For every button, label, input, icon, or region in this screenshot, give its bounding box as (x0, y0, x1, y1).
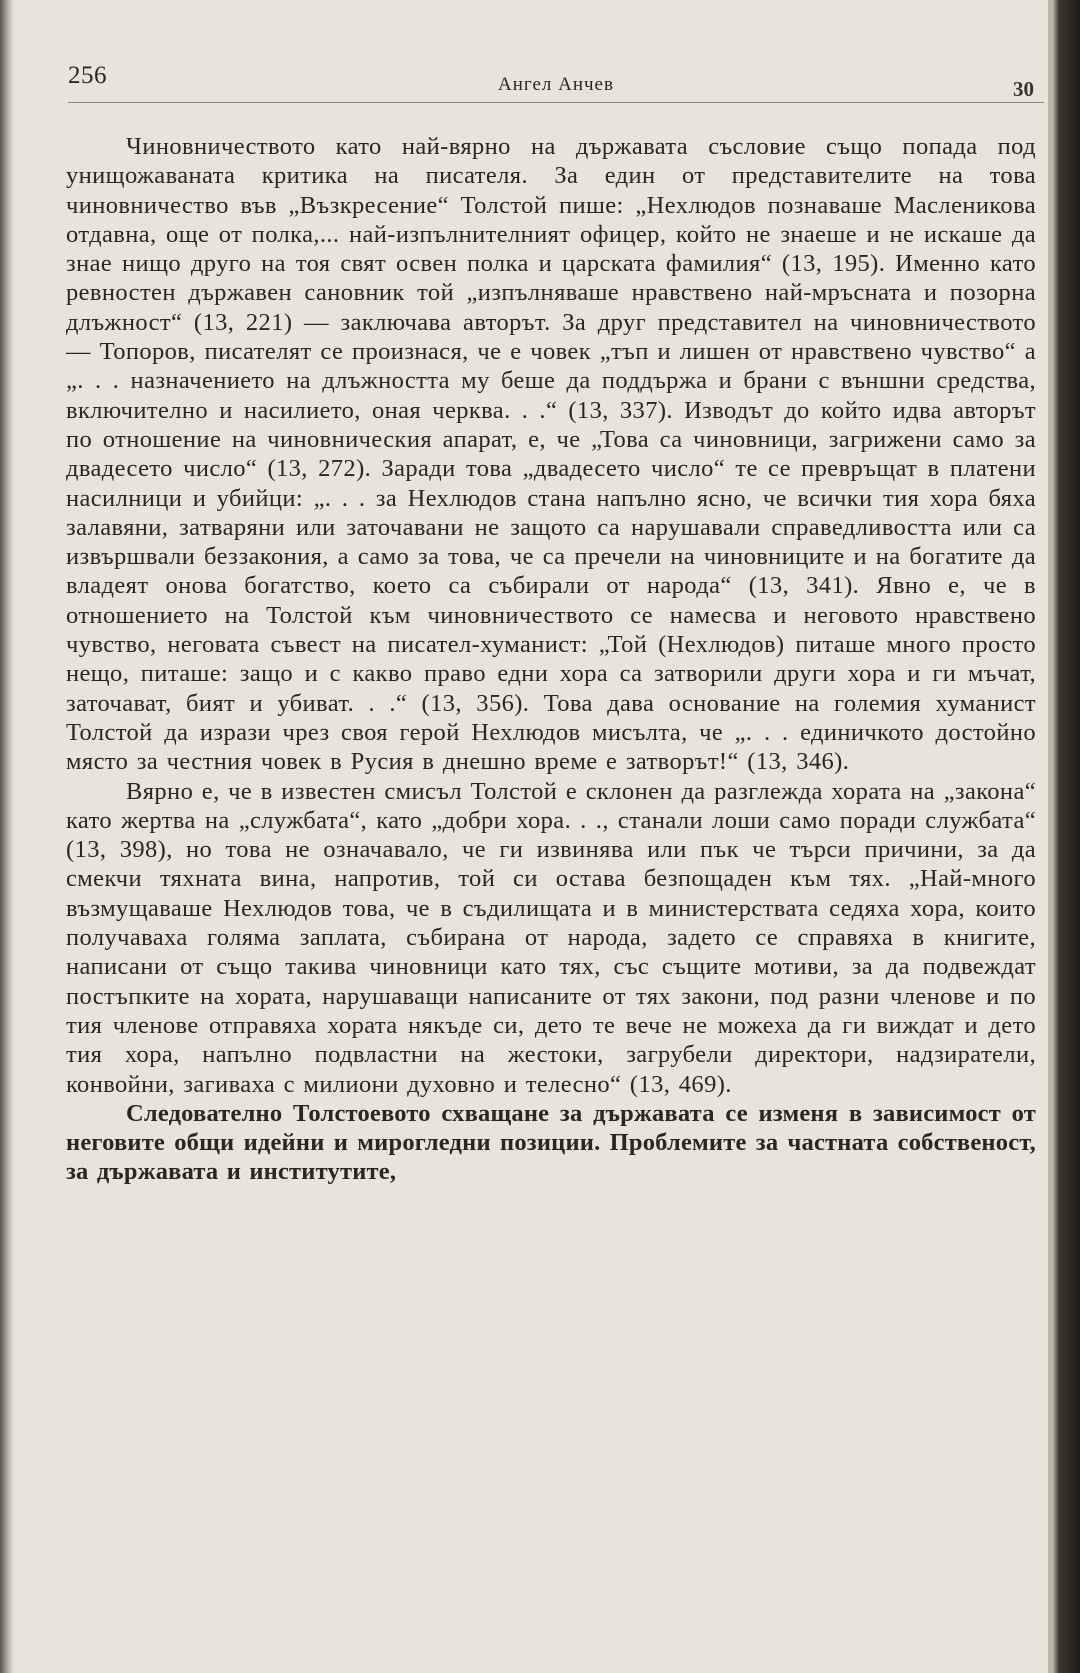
running-head: Ангел Анчев (498, 74, 614, 95)
header-rule (68, 102, 1044, 103)
paragraph-2: Вярно е, че в известен смисъл Толстой е склонен да разглежда хората на „закона“ като жертва на „службата“, като „добри хора. . ., станали лоши само поради службата“ (13, 398), но това не означавало, че ги извинява или пък че търси причини, за да смекчи тяхната вина, напротив, той си остава безпощаден към тях. „Най-много възмущаваше Нехлюдов това, че в съдилищата и в министерствата седяха хора, които получаваха голяма заплата, събирана от народа, задето се справяха в книгите, написани от също такива чиновници като тях, със същите мотиви, за да подвеждат постъпките на хората, нарушаващи написаните от тях закони, под разни членове и по тия членове отправяха хората някъде си, дето те вече не можеха да ги виждат и дето тия хора, напълно подвластни на жестоки, загрубели директори, надзиратели, конвойни, загиваха с милиони духовно и телесно“ (13, 469). (66, 777, 1036, 1098)
book-spine (1052, 0, 1080, 1673)
body-text (66, 132, 1036, 1187)
paragraph-1: Чиновничеството като най-вярно на държавата съсловие също попада под унищожаваната критика на писателя. За един от представителите на това чиновничество във „Възкресение“ Толстой пише: „Нехлюдов познаваше Масленикова отдавна, още от полка,... най-изпълнителният офицер, който не знаеше и не искаше да знае нищо друго на тоя свят освен полка и царската фамилия“ (13, 195). Именно като ревностен държавен сановник той „изпълняваше нравствено най-мръсната и позорна длъжност“ (13, 221) — заключава авторът. За друг представител на чиновничеството — Топоров, писателят се произнася, че е човек „тъп и лишен от нравствено чувство“ а „. . . назначението на длъжността му беше да поддържа и брани с външни средства, включително и насилието, оная черква. . .“ (13, 337). Изводът до който идва авторът по отношение на чиновническия апарат, е, че „Това са чиновници, загрижени само за двадесето число“ (13, 272). Заради това „двадесето число“ те се превръщат в платени насилници и убийци: „. . . за Нехлюдов стана напълно ясно, че всички тия хора бяха залавяни, затваряни или заточавани не защото са нарушавали справедливостта или са извършвали беззакония, а само за това, че са пречели на чиновниците и на богатите да владеят онова богатство, което са събирали от народа“ (13, 341). Явно е, че в отношението на Толстой към чиновничеството се намесва и неговото нравствено чувство, неговата съвест на писател-хуманист: „Той (Нехлюдов) питаше много просто нещо, питаше: защо и с какво право едни хора са затворили други хора и ги мъчат, заточават, бият и убиват. . .“ (13, 356). Това дава основание на големия хуманист Толстой да изрази чрез своя герой Нехлюдов мисълта, че „. . . единичкото достойно място за честния човек в Русия в днешно време е затворът!“ (13, 346). (66, 133, 1036, 776)
page-number: 256 (68, 62, 107, 89)
paragraph-3: Следователно Толстоевото схващане за държавата се изменя в зависимост от неговите общи идейни и мирогледни позиции. Проблемите за частната собственост, за държавата и институтите, (66, 1099, 1036, 1186)
binding-shadow (0, 0, 14, 1673)
handwritten-margin-mark: 30 (1013, 77, 1034, 101)
page-header (68, 62, 1044, 106)
